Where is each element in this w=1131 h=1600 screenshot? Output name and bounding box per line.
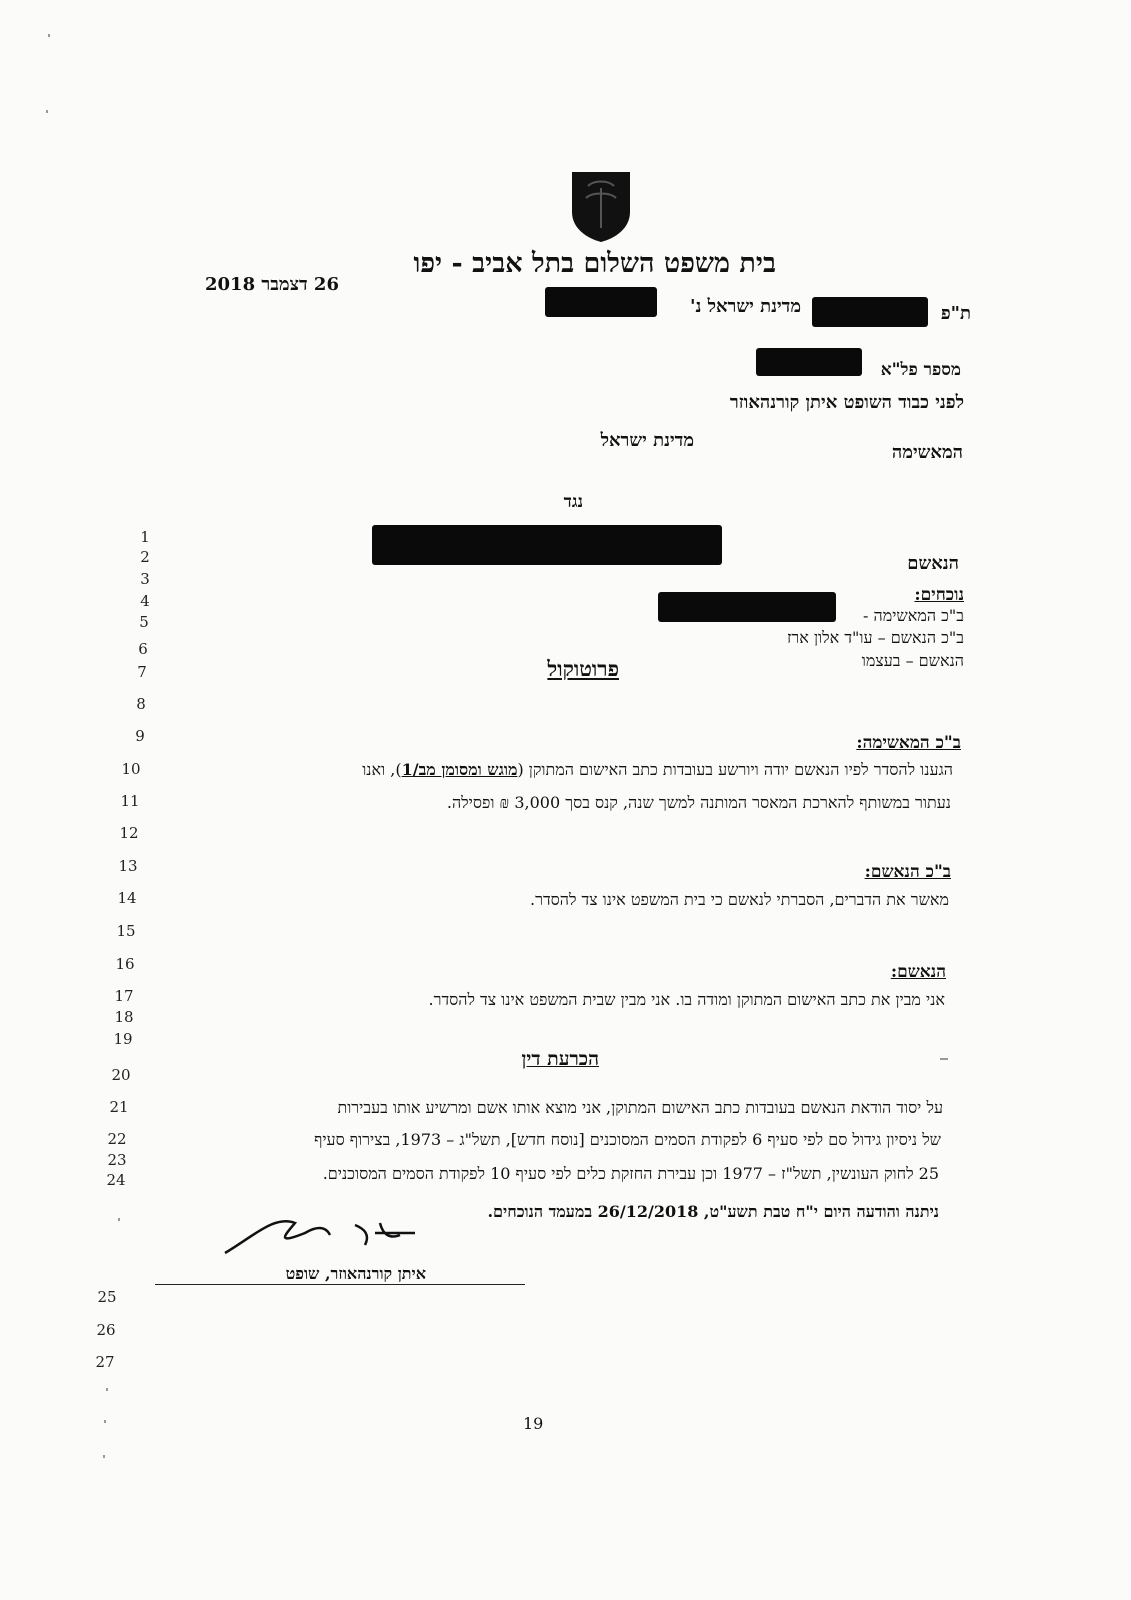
- defense-heading: ב"כ הנאשם:: [864, 862, 951, 882]
- present-label: נוכחים:: [914, 585, 964, 605]
- prosecution-label: המאשימה: [891, 442, 963, 463]
- judge-signature-icon: [215, 1205, 455, 1260]
- line-number: 10: [121, 760, 141, 778]
- defendant-heading: הנאשם:: [890, 962, 946, 982]
- document-date: 26 דצמבר 2018: [205, 274, 339, 295]
- line-number: 23: [107, 1151, 127, 1169]
- line-number: 18: [114, 1008, 134, 1026]
- defendant-label: הנאשם: [907, 553, 959, 574]
- line-number: 22: [107, 1130, 127, 1148]
- redaction-file-number: [756, 348, 862, 376]
- exhibit-marker: מוגש ומסומן מב/1: [401, 760, 518, 779]
- line-number: 25: [97, 1288, 117, 1306]
- line-number: 20: [111, 1066, 131, 1084]
- present-line-1: ב"כ המאשימה -: [863, 606, 964, 625]
- line-number: 27: [95, 1353, 115, 1371]
- line-number: 9: [135, 727, 145, 745]
- signature-line: [155, 1284, 525, 1285]
- line-number: 14: [117, 889, 137, 907]
- given-line: ניתנה והודעה היום י"ח טבת תשע"ט, 26/12/2018 במעמד הנוכחים.: [487, 1202, 939, 1221]
- prosecution-line-1-end: ), ואנו: [362, 760, 402, 779]
- page-number: 19: [523, 1414, 544, 1433]
- scan-speck: [48, 34, 50, 37]
- defendant-line-1: אני מבין את כתב האישום המתוקן ומודה בו. אני מבין שבית המשפט אינו צד להסדר.: [428, 990, 945, 1009]
- court-name: בית משפט השלום בתל אביב - יפו: [413, 248, 776, 279]
- prosecution-heading: ב"כ המאשימה:: [856, 733, 961, 753]
- judge-line: לפני כבוד השופט איתן קורנהאוזר: [729, 392, 964, 413]
- prosecution-line-2: נעתור במשותף להארכת המאסר המותנה למשך שנה, קנס בסך 3,000 ₪ ופסילה.: [446, 793, 951, 812]
- line-number: 1: [140, 528, 150, 546]
- protocol-title: פרוטוקול: [547, 656, 619, 681]
- present-line-2: ב"כ הנאשם – עו"ד אלון ארז: [786, 628, 964, 647]
- line-number: 6: [138, 640, 148, 658]
- verdict-heading: הכרעת דין: [521, 1048, 599, 1070]
- verdict-line-2: של ניסיון גידול סם לפי סעיף 6 לפקודת הסמים המסוכנים [נוסח חדש], תשל"ג – 1973, בצירוף סעיף: [314, 1130, 941, 1149]
- redaction-case-number: [812, 297, 928, 327]
- scan-speck: [46, 110, 48, 113]
- line-number: 11: [120, 792, 140, 810]
- redaction-defendant-name: [372, 525, 722, 565]
- line-number: 7: [137, 663, 147, 681]
- scan-speck: [106, 1388, 108, 1391]
- line-number: 21: [109, 1098, 129, 1116]
- scan-speck: [103, 1455, 105, 1458]
- verdict-line-1: על יסוד הודאת הנאשם בעובדות כתב האישום המתוקן, אני מוצא אותו אשם ומרשיע אותו בעבירות: [337, 1098, 943, 1117]
- verdict-line-3: 25 לחוק העונשין, תשל"ז – 1977 וכן עבירת החזקת כלים לפי סעיף 10 לפקודת הסמים המסוכנים.: [322, 1164, 939, 1183]
- case-parties: מדינת ישראל נ': [689, 296, 801, 317]
- scan-speck: [118, 1218, 120, 1221]
- line-number: 3: [140, 570, 150, 588]
- present-line-3: הנאשם – בעצמו: [861, 651, 964, 670]
- state-emblem-icon: [568, 168, 634, 244]
- line-number: 24: [106, 1171, 126, 1189]
- scan-speck: [104, 1420, 106, 1423]
- line-number: 19: [113, 1030, 133, 1048]
- line-number: 5: [139, 613, 149, 631]
- case-prefix: ת"פ: [940, 303, 971, 324]
- line-number: 26: [96, 1321, 116, 1339]
- prosecution-value: מדינת ישראל: [600, 430, 694, 451]
- line-number: 8: [136, 695, 146, 713]
- redaction-prosecutor-name: [658, 592, 836, 622]
- prosecution-line-1-full: [362, 760, 953, 780]
- judge-name: איתן קורנהאוזר, שופט: [285, 1264, 426, 1283]
- line-number: 15: [116, 922, 136, 940]
- defense-line-1: מאשר את הדברים, הסברתי לנאשם כי בית המשפט אינו צד להסדר.: [530, 890, 949, 909]
- prosecution-line-1-text: הגענו להסדר לפיו הנאשם יודה ויורשע בעובדות כתב האישום המתוקן (: [517, 760, 953, 779]
- line-number: 13: [118, 857, 138, 875]
- line-number: 2: [140, 548, 150, 566]
- file-label: מספר פל"א: [880, 360, 961, 380]
- line-number: 17: [114, 987, 134, 1005]
- scan-speck: [940, 1058, 948, 1060]
- redaction-defendant-name-header: [545, 287, 657, 317]
- versus-label: נגד: [563, 492, 583, 512]
- line-number: 16: [115, 955, 135, 973]
- line-number: 4: [140, 592, 150, 610]
- line-number: 12: [119, 824, 139, 842]
